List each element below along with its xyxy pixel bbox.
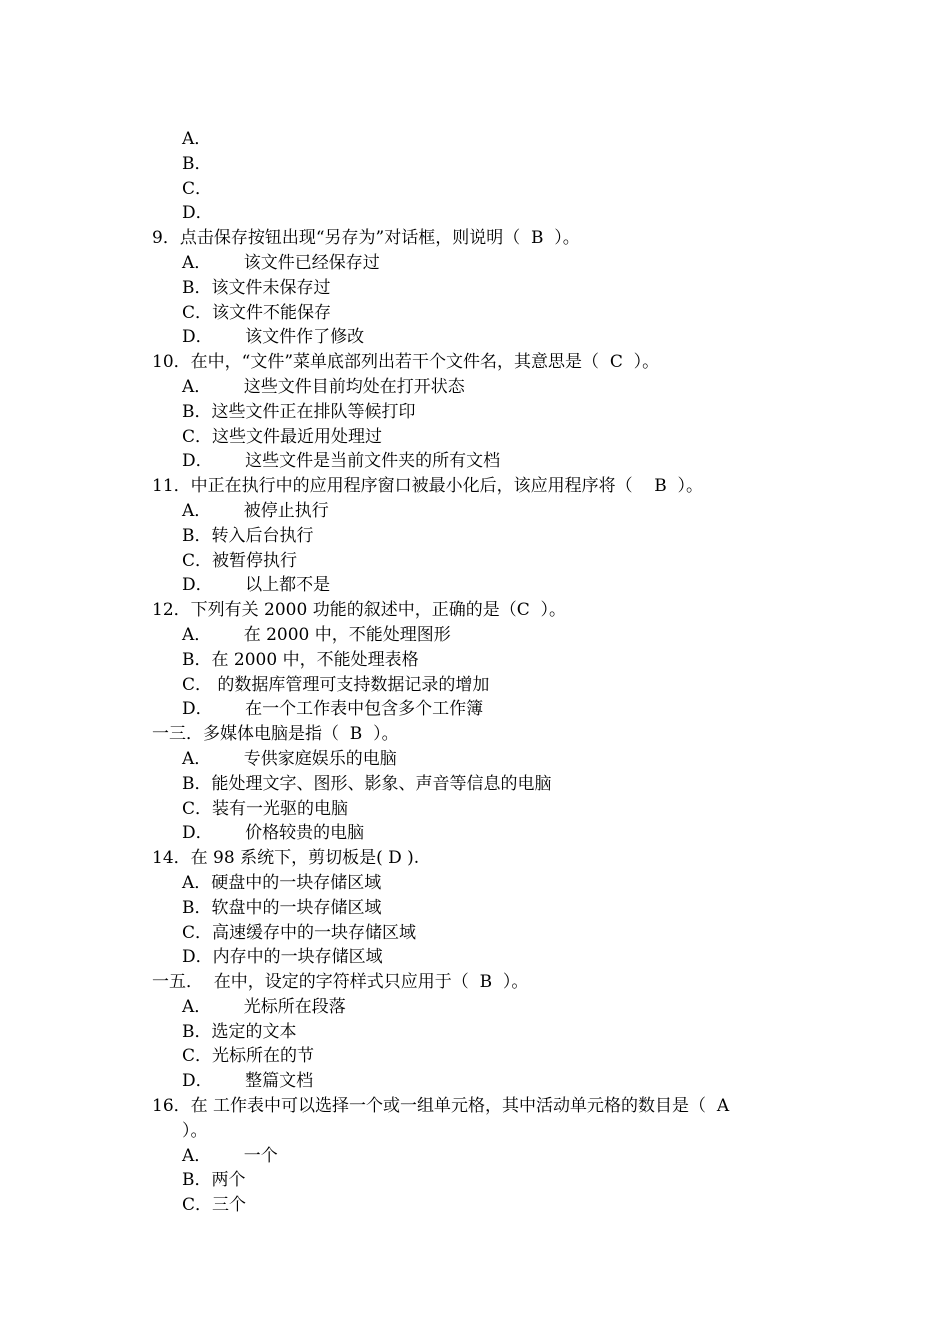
answer-option	[152, 549, 812, 574]
option-text: 转入后台执行	[211, 525, 314, 546]
option-letter: A．	[182, 1145, 212, 1166]
option-text: 该文件未保存过	[211, 277, 331, 298]
option-text: 这些文件最近用处理过	[212, 426, 383, 447]
answer-option	[152, 797, 812, 822]
answer-option	[152, 425, 812, 450]
question-text: 11．中正在执行中的应用程序窗口被最小化后，该应用程序将（ B ）。	[152, 476, 704, 497]
option-letter: A．	[182, 872, 212, 893]
answer-option	[152, 400, 812, 425]
option-text: 该文件已经保存过	[211, 252, 380, 273]
option-letter: C．	[182, 798, 213, 819]
option-text: 以上都不是	[212, 575, 331, 596]
answer-option	[152, 524, 812, 549]
option-text: 该文件不能保存	[212, 302, 332, 323]
question-text: 12．下列有关 2000 功能的叙述中，正确的是（C ）。	[152, 600, 567, 621]
answer-option	[152, 673, 812, 698]
answer-option	[152, 1020, 812, 1045]
answer-option	[152, 921, 812, 946]
option-letter: D．	[182, 203, 213, 224]
option-letter: D．	[182, 1071, 213, 1092]
answer-option	[152, 995, 812, 1020]
option-text: 整篇文档	[212, 1071, 314, 1092]
option-letter: D．	[182, 327, 213, 348]
answer-option	[152, 251, 812, 276]
option-letter: D．	[182, 575, 213, 596]
answer-option	[152, 301, 812, 326]
option-letter: A．	[182, 624, 212, 645]
answer-option	[152, 325, 812, 350]
option-text: 光标所在段落	[211, 996, 346, 1017]
option-text: 的数据库管理可支持数据记录的增加	[212, 674, 490, 695]
option-text: 光标所在的节	[212, 1046, 315, 1067]
question-text: 10．在中，“文件”菜单底部列出若干个文件名，其意思是（ C ）。	[152, 352, 660, 373]
option-letter: D．	[182, 947, 213, 968]
option-text: 价格较贵的电脑	[212, 823, 365, 844]
option-letter: D．	[182, 699, 213, 720]
option-letter: B．	[182, 1021, 212, 1042]
option-letter: A．	[182, 252, 212, 273]
option-text: 两个	[211, 1170, 246, 1191]
answer-option	[152, 573, 812, 598]
option-text: 硬盘中的一块存储区域	[211, 872, 382, 893]
answer-option	[152, 871, 812, 896]
option-letter: C．	[182, 302, 213, 323]
option-letter: C．	[182, 550, 213, 571]
question-text: 9．点击保存按钮出现“另存为”对话框，则说明（ B ）。	[152, 228, 580, 249]
option-letter: C．	[182, 1046, 213, 1067]
answer-option	[152, 821, 812, 846]
question-text: 一三．多媒体电脑是指（ B ）。	[152, 724, 399, 745]
option-text: 一个	[211, 1145, 278, 1166]
option-letter: D．	[182, 823, 213, 844]
question-text: 14．在 98 系统下，剪切板是( D ).	[152, 848, 420, 869]
answer-option	[152, 375, 812, 400]
answer-option	[152, 747, 812, 772]
option-letter: B．	[182, 1170, 212, 1191]
option-letter: C．	[182, 1195, 213, 1216]
option-text: 专供家庭娱乐的电脑	[211, 748, 397, 769]
option-text: 在 2000 中，不能处理表格	[211, 649, 419, 670]
option-letter: B．	[182, 153, 212, 174]
question-list	[152, 127, 812, 1218]
option-text: 软盘中的一块存储区域	[211, 897, 382, 918]
answer-option	[152, 201, 812, 226]
question-text: 一五． 在中，设定的字符样式只应用于（ B ）。	[152, 972, 529, 993]
answer-option	[152, 127, 812, 152]
answer-option	[152, 697, 812, 722]
option-text: 这些文件目前均处在打开状态	[211, 376, 465, 397]
option-text: 该文件作了修改	[212, 327, 365, 348]
answer-option	[152, 1168, 812, 1193]
answer-option	[152, 1069, 812, 1094]
option-text: 高速缓存中的一块存储区域	[212, 922, 417, 943]
option-letter: A．	[182, 500, 212, 521]
option-text: 装有一光驱的电脑	[212, 798, 349, 819]
option-letter: A．	[182, 748, 212, 769]
answer-option	[152, 772, 812, 797]
option-letter: C．	[182, 178, 213, 199]
option-letter: D．	[182, 451, 213, 472]
answer-option	[152, 499, 812, 524]
option-letter: B．	[182, 277, 212, 298]
answer-option	[152, 152, 812, 177]
answer-option	[152, 623, 812, 648]
answer-option	[152, 648, 812, 673]
option-letter: B．	[182, 401, 212, 422]
option-letter: B．	[182, 525, 212, 546]
answer-option	[152, 1144, 812, 1169]
option-text: 这些文件是当前文件夹的所有文档	[212, 451, 501, 472]
answer-option	[152, 945, 812, 970]
option-letter: C．	[182, 426, 213, 447]
option-text: 三个	[212, 1195, 247, 1216]
option-letter: C．	[182, 922, 213, 943]
option-text: 被暂停执行	[212, 550, 298, 571]
option-text: 在 2000 中，不能处理图形	[211, 624, 451, 645]
option-text: 内存中的一块存储区域	[212, 947, 383, 968]
question-text-continuation: ）。	[182, 1120, 208, 1141]
answer-option	[152, 896, 812, 921]
answer-option	[152, 1044, 812, 1069]
option-text: 被停止执行	[211, 500, 329, 521]
answer-option	[152, 177, 812, 202]
option-letter: C．	[182, 674, 213, 695]
option-text: 选定的文本	[211, 1021, 297, 1042]
option-letter: B．	[182, 897, 212, 918]
option-letter: B．	[182, 773, 212, 794]
answer-option	[152, 449, 812, 474]
option-letter: A．	[182, 996, 212, 1017]
answer-option	[152, 276, 812, 301]
question-text: 16．在 工作表中可以选择一个或一组单元格，其中活动单元格的数目是（ A	[152, 1096, 730, 1117]
option-letter: A．	[182, 376, 212, 397]
option-text: 这些文件正在排队等候打印	[211, 401, 416, 422]
answer-option	[152, 1193, 812, 1218]
option-text: 能处理文字、图形、影象、声音等信息的电脑	[211, 773, 552, 794]
option-letter: A．	[182, 129, 212, 149]
option-letter: B．	[182, 649, 212, 670]
option-text: 在一个工作表中包含多个工作簿	[212, 699, 484, 720]
